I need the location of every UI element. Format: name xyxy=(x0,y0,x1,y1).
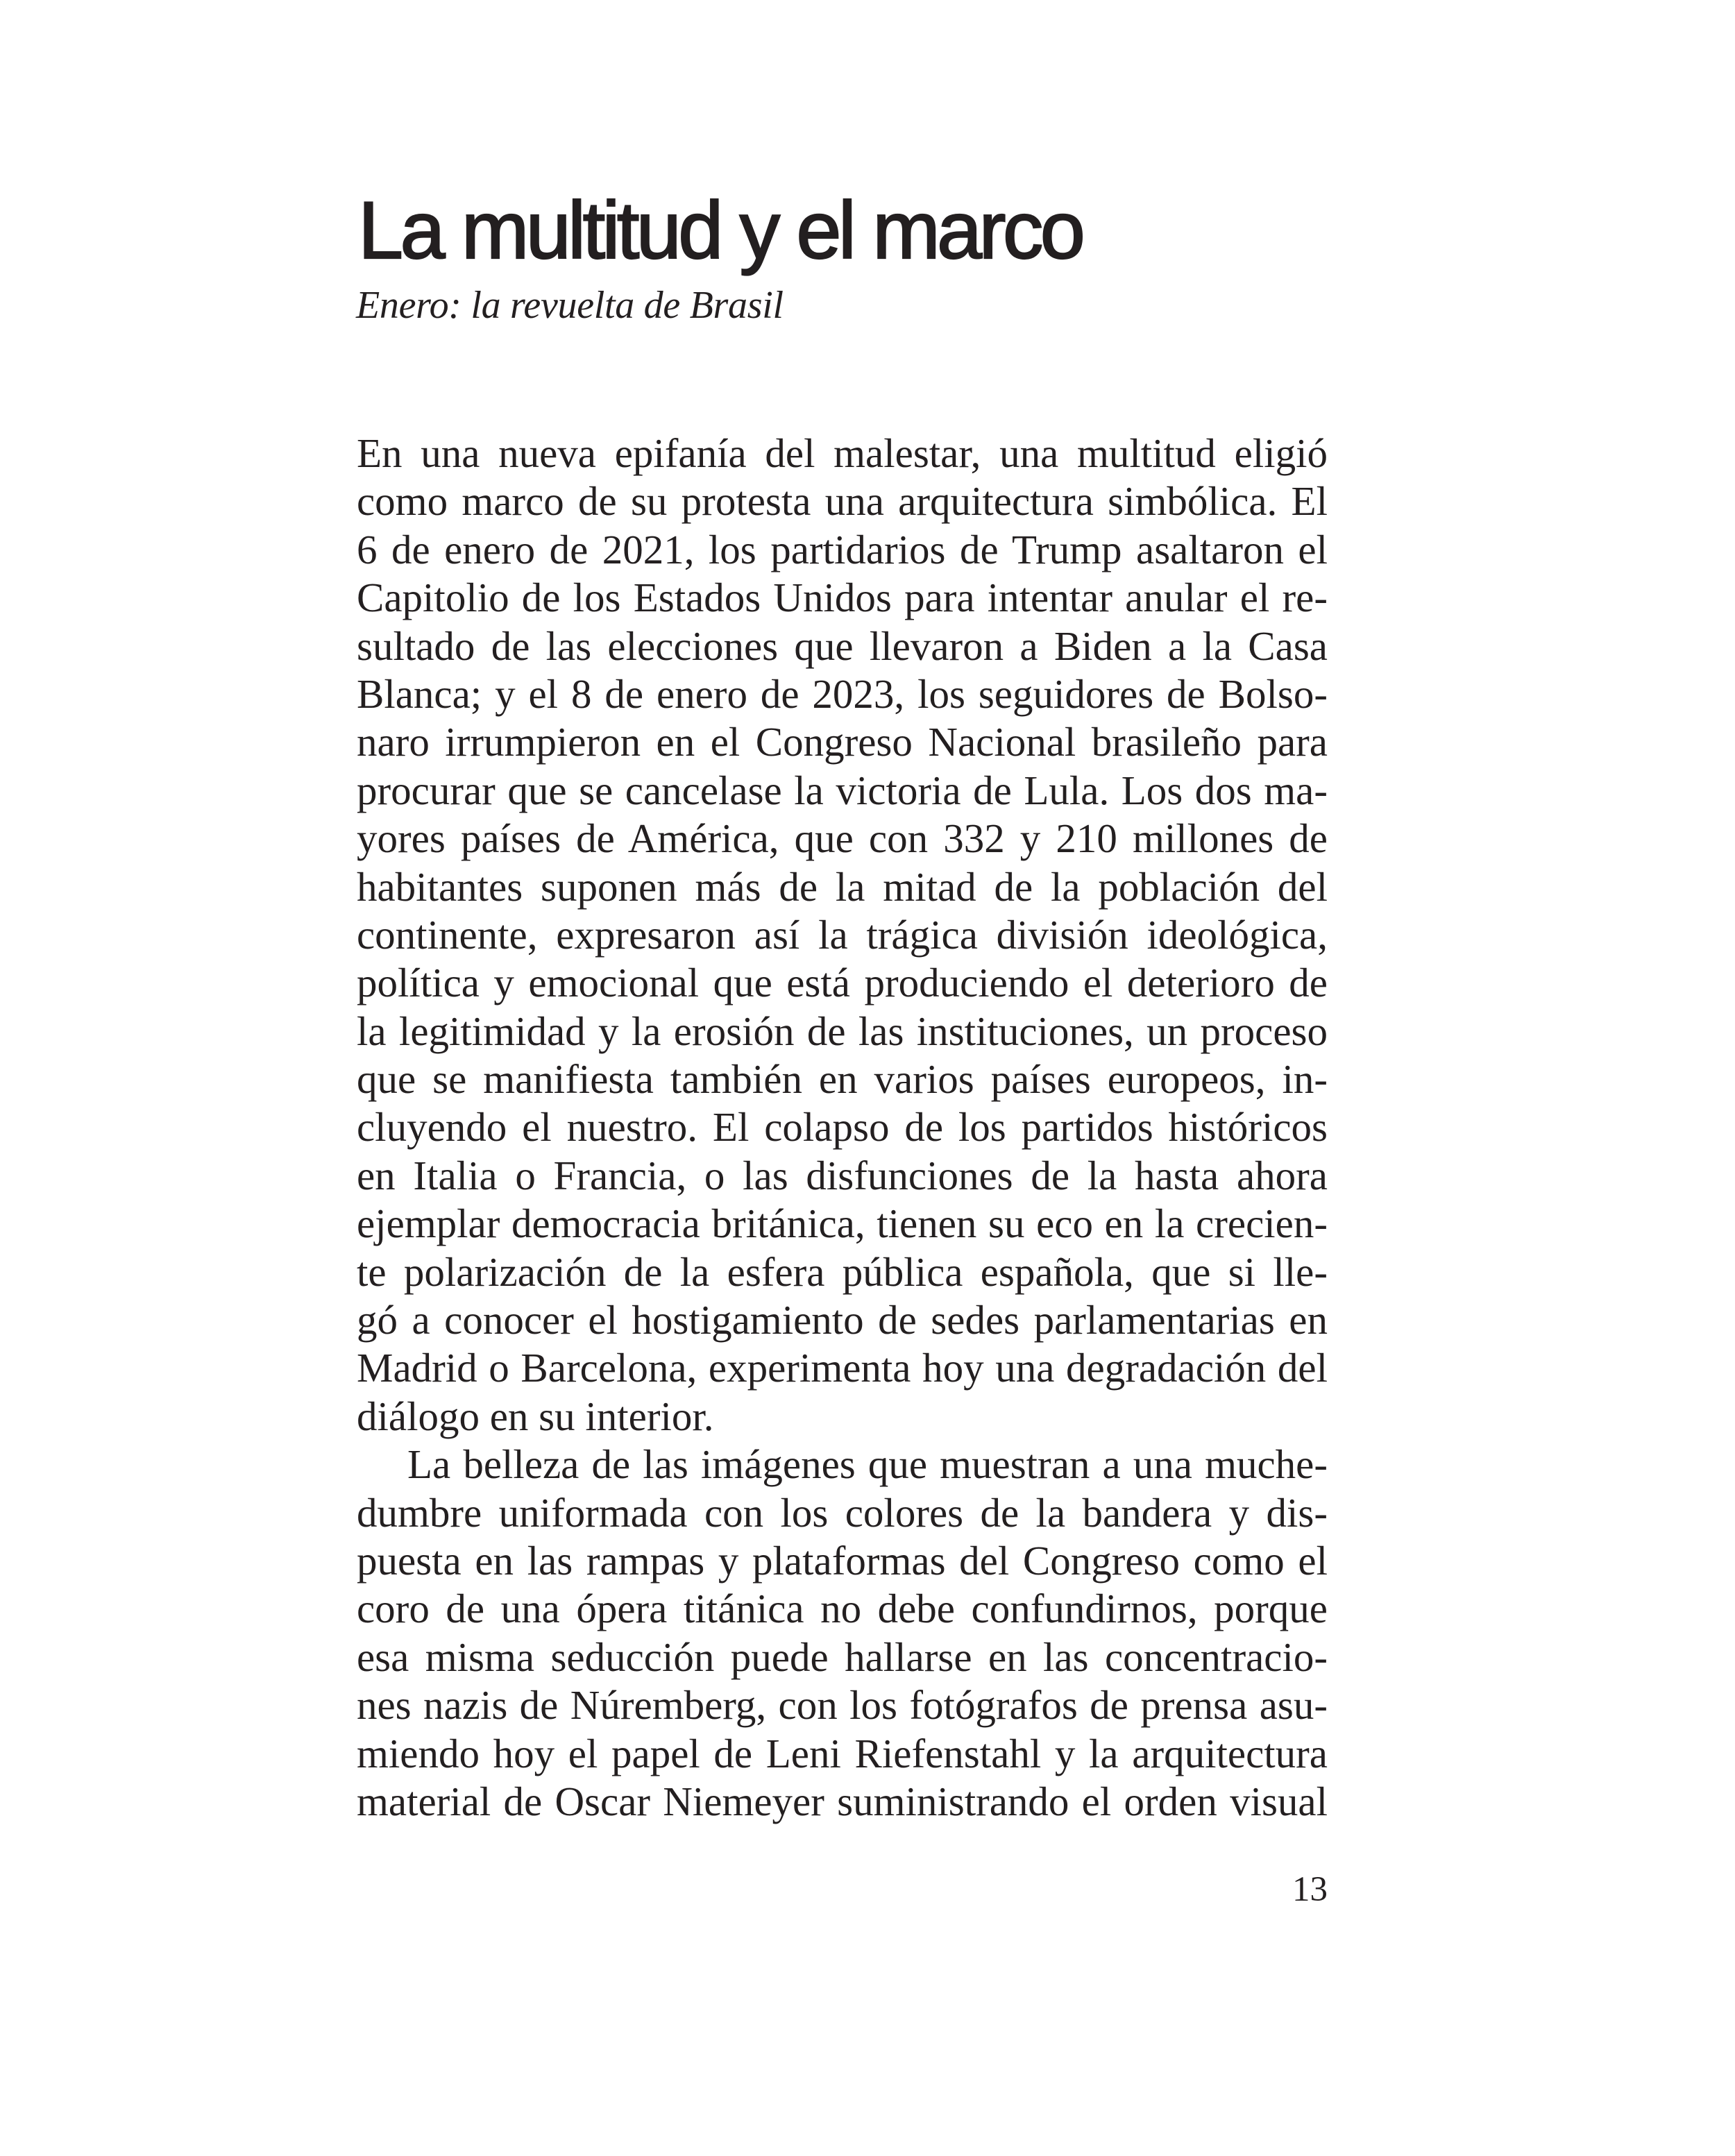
text-line: material de Oscar Niemeyer suministrando el orden visual xyxy=(357,1778,1328,1824)
text-line: gó a conocer el hostigamiento de sedes parlamentarias en xyxy=(357,1297,1328,1343)
text-line: naro irrumpieron en el Congreso Nacional brasileño para xyxy=(357,719,1328,765)
text-line: ejemplar democracia británica, tienen su eco en la crecien- xyxy=(357,1200,1328,1247)
paragraph-1 xyxy=(357,430,1328,1441)
text-line: puesta en las rampas y plataformas del Congreso como el xyxy=(357,1537,1328,1584)
text-line: La belleza de las imágenes que muestran a una muche- xyxy=(407,1441,1328,1488)
text-line: nes nazis de Núremberg, con los fotógrafos de prensa asu- xyxy=(357,1682,1328,1729)
text-line: Blanca; y el 8 de enero de 2023, los seguidores de Bolso- xyxy=(357,670,1328,717)
text-line: dumbre uniformada con los colores de la bandera y dis- xyxy=(357,1489,1328,1536)
text-line: habitantes suponen más de la mitad de la población del xyxy=(357,863,1328,910)
text-line: 6 de enero de 2021, los partidarios de Trump asaltaron el xyxy=(357,526,1328,572)
text-line: procurar que se cancelase la victoria de Lula. Los dos ma- xyxy=(357,767,1328,813)
chapter-subtitle: Enero: la revuelta de Brasil xyxy=(356,284,784,327)
text-line: en Italia o Francia, o las disfunciones de la hasta ahora xyxy=(357,1152,1328,1198)
text-line: miendo hoy el papel de Leni Riefenstahl y la arquitectura xyxy=(357,1730,1328,1776)
text-line: continente, expresaron así la trágica división ideológica, xyxy=(357,911,1328,958)
text-line: Madrid o Barcelona, experimenta hoy una degradación del xyxy=(357,1345,1328,1391)
paragraph-2 xyxy=(357,1441,1328,1826)
text-line: que se manifiesta también en varios países europeos, in- xyxy=(357,1056,1328,1103)
text-line: cluyendo el nuestro. El colapso de los partidos históricos xyxy=(357,1104,1328,1151)
text-line: como marco de su protesta una arquitectura simbólica. El xyxy=(357,478,1328,525)
body-text xyxy=(357,430,1328,1826)
text-line: diálogo en su interior. xyxy=(357,1393,714,1439)
text-line: yores países de América, que con 332 y 210 millones de xyxy=(357,815,1328,862)
chapter-title: La multitud y el marco xyxy=(358,185,1083,275)
text-line: En una nueva epifanía del malestar, una multitud eligió xyxy=(357,430,1328,476)
text-line: te polarización de la esfera pública española, que si lle- xyxy=(357,1248,1328,1295)
text-line: coro de una ópera titánica no debe confundirnos, porque xyxy=(357,1586,1328,1632)
text-line: sultado de las elecciones que llevaron a Biden a la Casa xyxy=(357,622,1328,669)
page-number: 13 xyxy=(1292,1870,1328,1909)
text-line: esa misma seducción puede hallarse en las concentracio- xyxy=(357,1633,1328,1680)
text-line: la legitimidad y la erosión de las instituciones, un proceso xyxy=(357,1008,1328,1054)
text-line: Capitolio de los Estados Unidos para intentar anular el re- xyxy=(357,575,1328,621)
text-line: política y emocional que está produciendo el deterioro de xyxy=(357,960,1328,1006)
